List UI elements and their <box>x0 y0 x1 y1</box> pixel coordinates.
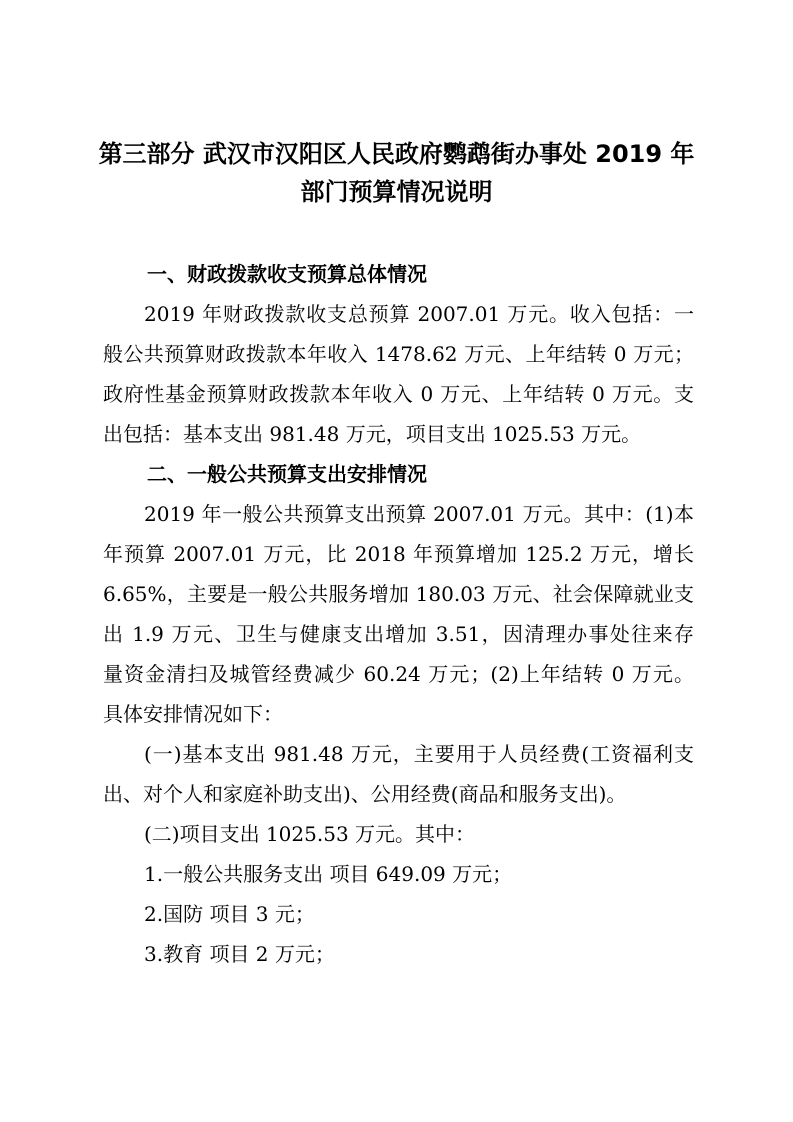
section-2-line-4: 出 1.9 万元、卫生与健康支出增加 3.51，因清理办事处往来存 <box>103 622 694 646</box>
page-title-line-2: 部门预算情况说明 <box>300 178 493 206</box>
project-expense-intro: (二)项目支出 1025.53 万元。其中： <box>144 822 476 846</box>
list-item: 3.教育 项目 2 万元； <box>144 942 335 966</box>
section-1-heading: 一、财政拨款收支预算总体情况 <box>147 262 427 286</box>
section-2-line-3: 6.65%，主要是一般公共服务增加 180.03 万元、社会保障就业支 <box>103 582 694 606</box>
basic-expense-line-2: 出、对个人和家庭补助支出)、公用经费(商品和服务支出)。 <box>103 782 627 806</box>
section-2-line-5: 量资金清扫及城管经费减少 60.24 万元；(2)上年结转 0 万元。 <box>103 662 694 686</box>
list-item: 2.国防 项目 3 元； <box>144 902 315 926</box>
section-1-line-4: 出包括：基本支出 981.48 万元，项目支出 1025.53 万元。 <box>103 422 642 446</box>
list-item: 1.一般公共服务支出 项目 649.09 万元； <box>144 862 513 886</box>
section-2-line-6: 具体安排情况如下： <box>103 702 283 726</box>
page-title-line-1: 第三部分 武汉市汉阳区人民政府鹦鹉街办事处 2019 年 <box>98 140 695 168</box>
section-2-line-2: 年预算 2007.01 万元，比 2018 年预算增加 125.2 万元，增长 <box>103 542 694 566</box>
section-1-line-2: 般公共预算财政拨款本年收入 1478.62 万元、上年结转 0 万元； <box>103 342 694 366</box>
section-2-line-1: 2019 年一般公共预算支出预算 2007.01 万元。其中：(1)本 <box>144 502 694 526</box>
section-1-line-3: 政府性基金预算财政拨款本年收入 0 万元、上年结转 0 万元。支 <box>103 382 694 406</box>
basic-expense-line-1: (一)基本支出 981.48 万元，主要用于人员经费(工资福利支 <box>144 742 694 766</box>
section-2-heading: 二、一般公共预算支出安排情况 <box>147 462 427 486</box>
section-1-line-1: 2019 年财政拨款收支总预算 2007.01 万元。收入包括：一 <box>144 302 694 326</box>
